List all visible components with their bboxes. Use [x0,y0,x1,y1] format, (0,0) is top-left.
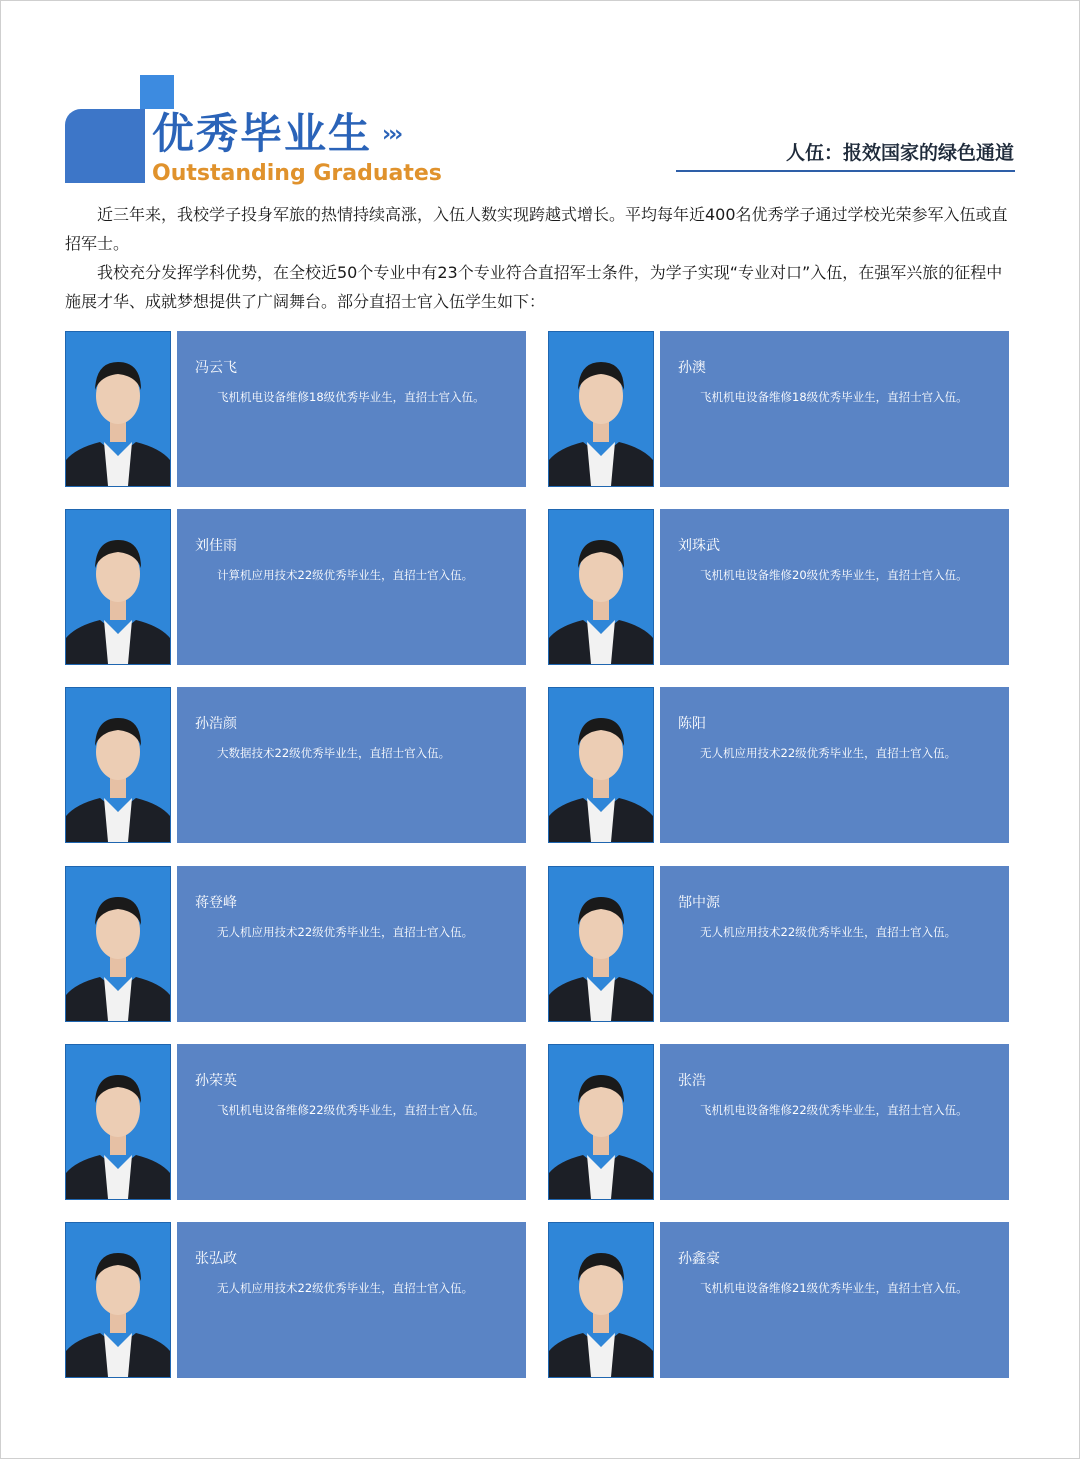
section-slogan: 人伍：报效国家的绿色通道 [785,142,1014,164]
graduate-photo [548,331,654,487]
graduate-photo [548,1222,654,1378]
graduate-name: 张浩 [678,1073,706,1089]
graduate-name: 孙鑫豪 [678,1251,720,1267]
graduate-name: 陈阳 [678,716,706,732]
graduate-info-panel [660,687,1009,843]
graduate-description: 无人机应用技术22级优秀毕业生，直招士官入伍。 [700,746,957,760]
slogan-underline [676,170,1015,172]
graduate-photo [65,687,171,843]
graduate-photo [65,1222,171,1378]
graduate-info-panel [660,509,1009,665]
graduate-description: 计算机应用技术22级优秀毕业生，直招士官入伍。 [217,568,474,582]
logo-square-small [140,75,174,109]
graduate-info-panel [177,331,526,487]
graduate-info-panel [177,687,526,843]
graduate-photo [548,866,654,1022]
graduate-description: 无人机应用技术22级优秀毕业生，直招士官入伍。 [217,925,474,939]
graduate-description: 大数据技术22级优秀毕业生，直招士官入伍。 [217,746,451,760]
graduate-name: 孙澳 [678,360,706,376]
graduate-photo [65,866,171,1022]
chevrons-icon: ››› [382,122,401,147]
graduate-card [548,866,1009,1022]
graduate-name: 蒋登峰 [195,895,237,911]
intro-paragraph-2: 我校充分发挥学科优势，在全校近50个专业中有23个专业符合直招军士条件，为学子实现“专业对口”入伍，在强军兴旅的征程中施展才华、成就梦想提供了广阔舞台。部分直招士官入伍学生如下： [65,263,1003,311]
graduate-name: 刘珠武 [678,538,720,554]
graduate-description: 飞机机电设备维修21级优秀毕业生，直招士官入伍。 [700,1281,968,1295]
graduate-card [65,1044,526,1200]
graduate-card [548,331,1009,487]
graduate-info-panel [660,331,1009,487]
graduate-info-panel [177,1222,526,1378]
page-title: 优秀毕业生 [152,109,373,158]
graduate-info-panel [660,1044,1009,1200]
graduate-description: 飞机机电设备维修20级优秀毕业生，直招士官入伍。 [700,568,968,582]
intro-paragraph-1: 近三年来，我校学子投身军旅的热情持续高涨，入伍人数实现跨越式增长。平均每年近400名优秀学子通过学校光荣参军入伍或直招军士。 [65,205,1008,253]
graduate-card [65,1222,526,1378]
graduate-name: 孙荣英 [195,1073,237,1089]
graduate-info-panel [660,1222,1009,1378]
graduate-description: 无人机应用技术22级优秀毕业生，直招士官入伍。 [217,1281,474,1295]
graduate-card [65,509,526,665]
graduate-name: 刘佳雨 [195,538,237,554]
graduate-card [548,1044,1009,1200]
graduate-info-panel [177,866,526,1022]
graduate-description: 无人机应用技术22级优秀毕业生，直招士官入伍。 [700,925,957,939]
graduate-description: 飞机机电设备维修22级优秀毕业生，直招士官入伍。 [700,1103,968,1117]
graduate-card [548,509,1009,665]
graduate-card [548,1222,1009,1378]
graduate-name: 孙浩颜 [195,716,237,732]
graduate-photo [65,1044,171,1200]
graduate-card [548,687,1009,843]
graduate-description: 飞机机电设备维修22级优秀毕业生，直招士官入伍。 [217,1103,485,1117]
graduate-card [65,866,526,1022]
graduate-photo [65,331,171,487]
page-subtitle-en: Outstanding Graduates [152,161,442,186]
graduate-name: 冯云飞 [195,360,237,376]
intro-text [65,200,1015,316]
graduate-info-panel [177,509,526,665]
graduate-info-panel [177,1044,526,1200]
graduate-info-panel [660,866,1009,1022]
graduate-name: 张弘政 [195,1251,237,1267]
graduate-photo [548,1044,654,1200]
graduate-photo [548,509,654,665]
graduate-photo [65,509,171,665]
graduate-description: 飞机机电设备维修18级优秀毕业生，直招士官入伍。 [217,390,485,404]
graduate-name: 郜中源 [678,895,720,911]
graduate-card [65,331,526,487]
graduate-description: 飞机机电设备维修18级优秀毕业生，直招士官入伍。 [700,390,968,404]
graduate-photo [548,687,654,843]
graduate-card [65,687,526,843]
logo-square-large [65,109,145,183]
